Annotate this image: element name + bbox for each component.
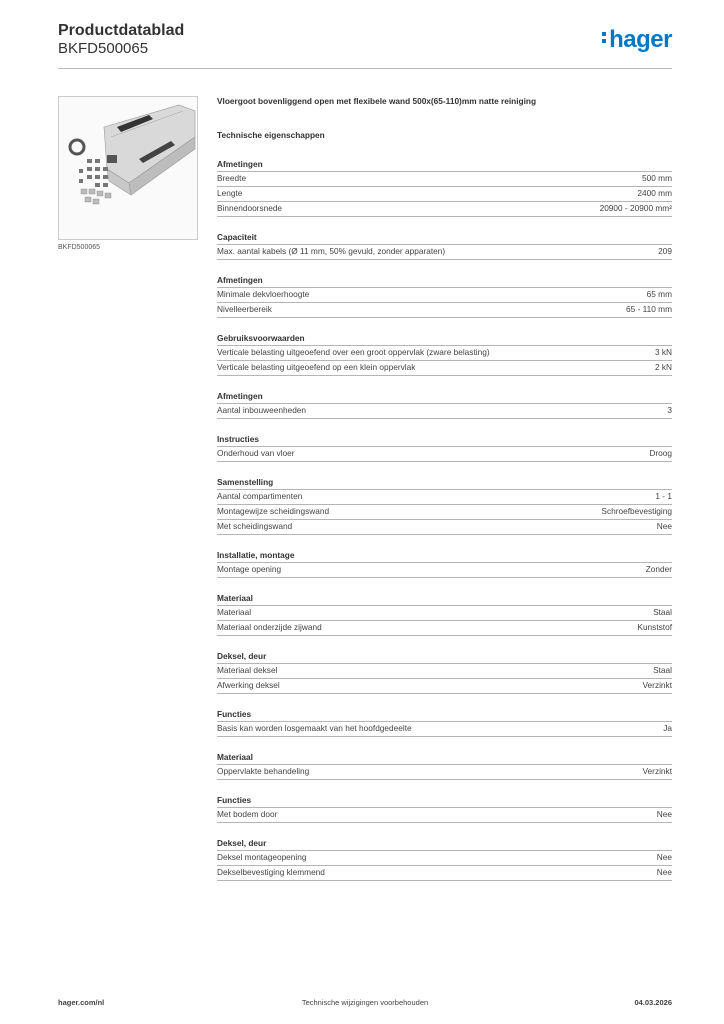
floor-duct-illustration	[59, 97, 197, 239]
spec-row	[217, 244, 672, 260]
spec-label: Met scheidingswand	[217, 521, 293, 531]
spec-row	[217, 287, 672, 302]
spec-table	[217, 446, 672, 462]
spec-label: Onderhoud van vloer	[217, 448, 295, 458]
spec-value: Nee	[656, 852, 672, 862]
spec-table	[217, 562, 672, 578]
product-image	[58, 96, 198, 240]
spec-value: Nee	[656, 521, 672, 531]
spec-group-title: Gebruiksvoorwaarden	[217, 333, 305, 343]
spec-group-title: Deksel, deur	[217, 838, 267, 848]
spec-table	[217, 345, 672, 376]
spec-value: Verzinkt	[642, 680, 672, 690]
spec-label: Max. aantal kabels (Ø 11 mm, 50% gevuld, zonder apparaten)	[217, 246, 446, 256]
spec-label: Aantal inbouweenheden	[217, 405, 307, 415]
spec-group-title: Functies	[217, 795, 252, 805]
spec-label: Basis kan worden losgemaakt van het hoofdgedeelte	[217, 723, 412, 733]
spec-table	[217, 287, 672, 318]
spec-table	[217, 605, 672, 636]
spec-row	[217, 403, 672, 419]
footer-website[interactable]: hager.com/nl	[58, 998, 105, 1007]
spec-label: Binnendoorsnede	[217, 203, 283, 213]
spec-table	[217, 850, 672, 881]
spec-value: 1 - 1	[655, 491, 672, 501]
spec-label: Nivelleerbereik	[217, 304, 272, 314]
spec-groups	[217, 157, 672, 881]
spec-group-title: Deksel, deur	[217, 651, 267, 661]
spec-label: Dekselbevestiging klemmend	[217, 867, 325, 877]
footer-disclaimer: Technische wijzigingen voorbehouden	[301, 998, 429, 1007]
spec-row	[217, 171, 672, 186]
spec-value: 3	[667, 405, 672, 415]
spec-row	[217, 186, 672, 201]
spec-label: Breedte	[217, 173, 247, 183]
spec-row	[217, 345, 672, 360]
spec-group-title: Materiaal	[217, 593, 253, 603]
spec-label: Oppervlakte behandeling	[217, 766, 310, 776]
header	[58, 22, 184, 58]
spec-value: 20900 - 20900 mm²	[599, 203, 672, 213]
spec-value: Droog	[649, 448, 672, 458]
spec-group-title: Afmetingen	[217, 275, 263, 285]
spec-row	[217, 663, 672, 678]
spec-group-title: Samenstelling	[217, 477, 274, 487]
spec-label: Verticale belasting uitgeoefend op een klein oppervlak	[217, 362, 416, 372]
spec-table	[217, 721, 672, 737]
spec-table	[217, 489, 672, 535]
spec-table	[217, 764, 672, 780]
spec-table	[217, 403, 672, 419]
spec-label: Lengte	[217, 188, 243, 198]
spec-value: Nee	[656, 867, 672, 877]
spec-group-title: Afmetingen	[217, 159, 263, 169]
spec-label: Montagewijze scheidingswand	[217, 506, 330, 516]
spec-table	[217, 171, 672, 217]
spec-group-title: Materiaal	[217, 752, 253, 762]
spec-row	[217, 678, 672, 694]
spec-heading: Technische eigenschappen	[217, 130, 325, 140]
spec-value: Staal	[653, 665, 672, 675]
product-code: BKFD500065	[58, 40, 149, 57]
spec-row	[217, 504, 672, 519]
product-description: Vloergoot bovenliggend open met flexibele wand 500x(65-110)mm natte reiniging	[217, 96, 537, 106]
footer-date: 04.03.2026	[634, 998, 672, 1007]
spec-value: Nee	[656, 809, 672, 819]
spec-value: 3 kN	[654, 347, 672, 357]
spec-table	[217, 244, 672, 260]
image-caption: BKFD500065	[58, 244, 101, 251]
spec-row	[217, 446, 672, 462]
spec-value: 500 mm	[642, 173, 672, 183]
spec-row	[217, 519, 672, 535]
spec-row	[217, 605, 672, 620]
header-divider	[58, 68, 672, 69]
spec-row	[217, 620, 672, 636]
spec-row	[217, 562, 672, 578]
spec-value: Zonder	[645, 564, 672, 574]
spec-table	[217, 807, 672, 823]
logo-text: hager	[609, 26, 672, 53]
spec-label: Verticale belasting uitgeoefend over een groot oppervlak (zware belasting)	[217, 347, 490, 357]
product-details	[217, 96, 672, 881]
spec-group-title: Installatie, montage	[217, 550, 295, 560]
spec-row	[217, 764, 672, 780]
spec-row	[217, 489, 672, 504]
spec-row	[217, 807, 672, 823]
spec-value: 2400 mm	[637, 188, 672, 198]
hager-logo	[602, 26, 672, 54]
spec-label: Afwerking deksel	[217, 680, 280, 690]
spec-group-title: Afmetingen	[217, 391, 263, 401]
spec-group-title: Capaciteit	[217, 232, 257, 242]
spec-row	[217, 360, 672, 376]
spec-label: Deksel montageopening	[217, 852, 307, 862]
spec-label: Met bodem door	[217, 809, 278, 819]
spec-value: Ja	[663, 723, 672, 733]
spec-label: Materiaal onderzijde zijwand	[217, 622, 322, 632]
spec-group-title: Functies	[217, 709, 252, 719]
spec-label: Montage opening	[217, 564, 282, 574]
spec-row	[217, 850, 672, 865]
logo-dots-icon	[602, 32, 608, 46]
spec-label: Materiaal	[217, 607, 252, 617]
spec-table	[217, 663, 672, 694]
spec-row	[217, 721, 672, 737]
spec-row	[217, 201, 672, 217]
spec-value: 2 kN	[654, 362, 672, 372]
spec-value: 209	[658, 246, 672, 256]
spec-value: Kunststof	[637, 622, 672, 632]
spec-value: Schroefbevestiging	[601, 506, 672, 516]
spec-row	[217, 865, 672, 881]
spec-label: Minimale dekvloerhoogte	[217, 289, 310, 299]
spec-value: 65 mm	[646, 289, 672, 299]
page-title: Productdatablad	[58, 22, 185, 39]
spec-label: Materiaal deksel	[217, 665, 278, 675]
spec-value: Verzinkt	[642, 766, 672, 776]
spec-row	[217, 302, 672, 318]
spec-label: Aantal compartimenten	[217, 491, 303, 501]
spec-value: 65 - 110 mm	[626, 304, 672, 314]
spec-value: Staal	[653, 607, 672, 617]
spec-group-title: Instructies	[217, 434, 259, 444]
